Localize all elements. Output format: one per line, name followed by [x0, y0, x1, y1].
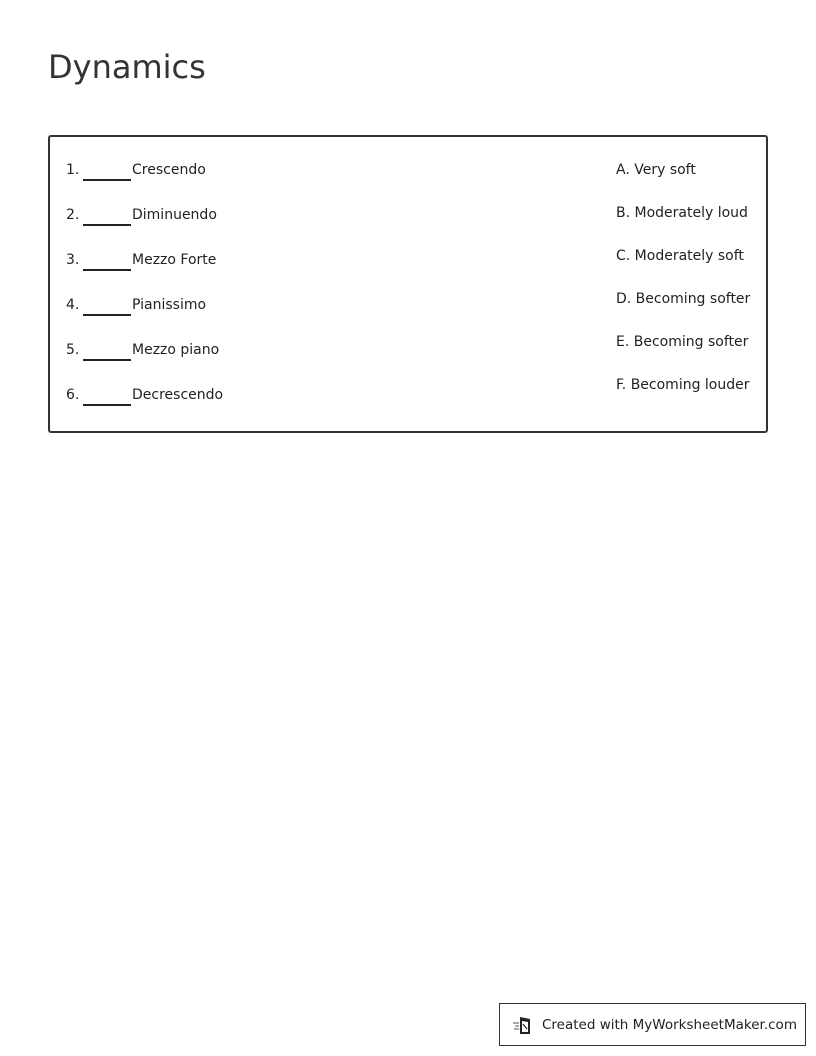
question-term: Mezzo piano — [132, 342, 220, 358]
question-term: Crescendo — [132, 162, 206, 178]
question-number: 5. — [66, 342, 80, 358]
question-item — [66, 207, 223, 252]
question-number: 2. — [66, 207, 80, 223]
question-item — [66, 387, 223, 432]
question-number: 4. — [66, 297, 80, 313]
question-number: 1. — [66, 162, 80, 178]
option-item: C. Moderately soft — [616, 248, 744, 264]
question-term: Pianissimo — [132, 297, 207, 313]
page-title: Dynamics — [48, 48, 206, 86]
option-list — [616, 162, 750, 420]
question-list — [66, 162, 223, 432]
question-number: 3. — [66, 252, 80, 268]
question-term: Diminuendo — [132, 207, 217, 223]
option-item: F. Becoming louder — [616, 377, 750, 393]
question-item — [66, 342, 223, 387]
question-item — [66, 252, 223, 297]
question-item — [66, 297, 223, 342]
footer-badge[interactable] — [499, 1003, 806, 1046]
question-term: Decrescendo — [132, 387, 224, 403]
answer-blank[interactable] — [83, 297, 131, 316]
option-item: D. Becoming softer — [616, 291, 751, 307]
answer-blank[interactable] — [83, 252, 131, 271]
worksheet-logo-icon — [512, 1014, 534, 1036]
option-item: A. Very soft — [616, 162, 696, 178]
question-number: 6. — [66, 387, 80, 403]
option-item: B. Moderately loud — [616, 205, 748, 221]
option-item: E. Becoming softer — [616, 334, 749, 350]
question-item — [66, 162, 223, 207]
answer-blank[interactable] — [83, 162, 131, 181]
answer-blank[interactable] — [83, 342, 131, 361]
answer-blank[interactable] — [83, 387, 131, 406]
question-term: Mezzo Forte — [132, 252, 217, 268]
answer-blank[interactable] — [83, 207, 131, 226]
footer-text: Created with MyWorksheetMaker.com — [542, 1016, 797, 1033]
